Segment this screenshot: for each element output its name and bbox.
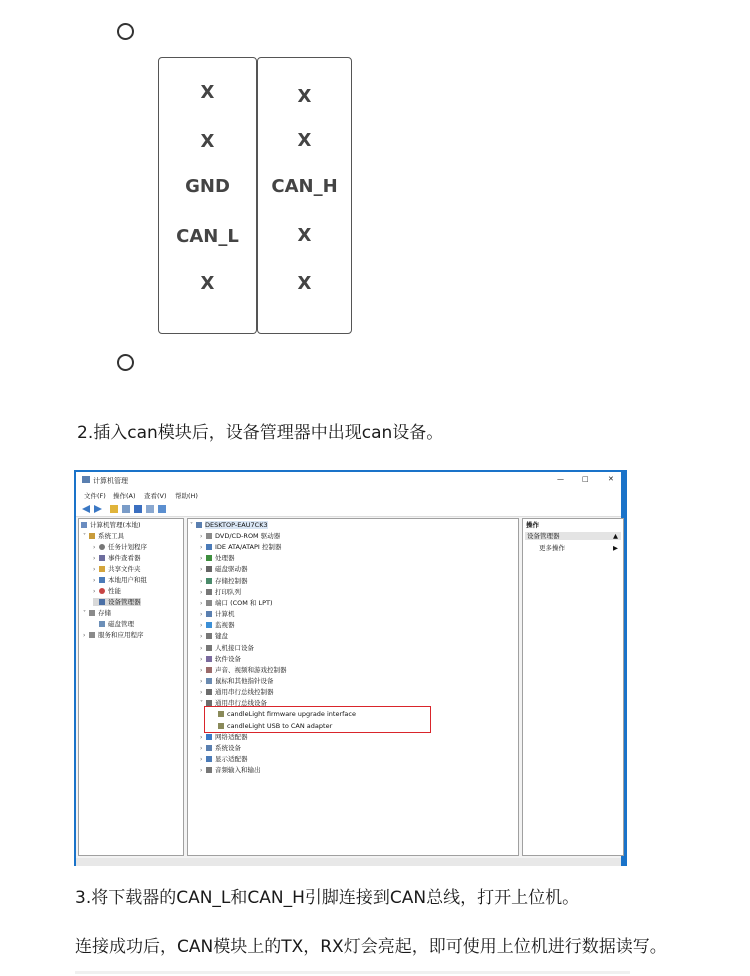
divider	[75, 971, 630, 974]
window-title: 计算机管理	[93, 477, 128, 485]
properties-icon[interactable]	[146, 505, 154, 513]
step-3-text: 3.将下载器的CAN_L和CAN_H引脚连接到CAN总线，打开上位机。	[75, 888, 580, 908]
device-icon	[206, 756, 212, 762]
minimize-button[interactable]: —	[557, 475, 564, 483]
toolbar	[76, 502, 621, 517]
chevron-right-icon: ›	[200, 588, 203, 596]
computer-icon	[81, 522, 87, 528]
chevron-right-icon: ›	[93, 566, 96, 573]
computer-icon	[196, 522, 202, 528]
more-actions[interactable]: 更多操作 ▶	[539, 544, 618, 552]
device-category[interactable]: › 声音、视频和游戏控制器	[200, 665, 287, 674]
pin-label: X	[297, 273, 312, 294]
usb-device-item[interactable]: candleLight USB to CAN adapter	[212, 722, 332, 730]
shared-folder-icon	[99, 566, 105, 572]
chevron-right-icon: ›	[200, 756, 203, 763]
pin-label: X	[297, 130, 312, 151]
tree-item-selected[interactable]: 设备管理器	[93, 598, 141, 606]
menu-file[interactable]: 文件(F)	[84, 492, 106, 500]
pin-column-right	[257, 57, 352, 334]
chevron-right-icon: ›	[200, 678, 203, 685]
chevron-right-icon: ›	[200, 622, 203, 630]
chevron-right-icon: ›	[200, 655, 203, 663]
chevron-down-icon: ˅	[200, 700, 203, 708]
device-icon	[206, 611, 212, 617]
tree-item[interactable]: › 共享文件夹	[93, 565, 141, 573]
device-category[interactable]: › 监视器	[200, 621, 235, 630]
device-category[interactable]: › DVD/CD-ROM 驱动器	[200, 532, 281, 540]
close-button[interactable]: ✕	[608, 475, 614, 483]
users-icon	[99, 577, 105, 583]
chevron-right-icon: ›	[200, 744, 203, 752]
device-icon	[206, 533, 212, 539]
pin-label: X	[297, 86, 312, 107]
device-category[interactable]: › 系统设备	[200, 743, 241, 752]
device-category[interactable]: › 打印队列	[200, 587, 241, 596]
computer-icon	[82, 476, 90, 483]
actions-pane	[522, 518, 624, 856]
chevron-right-icon: ›	[83, 632, 86, 639]
event-viewer-icon	[99, 555, 105, 561]
maximize-button[interactable]: □	[582, 475, 589, 483]
pin-label: X	[200, 131, 215, 152]
chevron-right-icon: ›	[200, 533, 203, 540]
device-icon	[206, 667, 212, 673]
device-category[interactable]: › 鼠标和其他指针设备	[200, 677, 274, 685]
disk-icon	[99, 621, 105, 627]
chevron-right-icon: ›	[93, 555, 96, 562]
tree-item[interactable]: › 事件查看器	[93, 554, 141, 562]
actions-section[interactable]: 设备管理器 ▲	[525, 532, 621, 540]
menu-help[interactable]: 帮助(H)	[175, 492, 198, 500]
usb-device-item[interactable]: candleLight firmware upgrade interface	[212, 710, 356, 718]
device-icon	[206, 645, 212, 651]
performance-icon	[99, 588, 105, 594]
storage-icon	[89, 610, 95, 616]
device-category[interactable]: › IDE ATA/ATAPI 控制器	[200, 543, 282, 552]
tree-root[interactable]: ˅ DESKTOP-EAU7CK3	[190, 521, 268, 529]
device-category[interactable]: › 通用串行总线控制器	[200, 688, 274, 697]
chevron-right-icon: ›	[200, 733, 203, 741]
chevron-right-icon: ›	[200, 689, 203, 697]
tree-item[interactable]: › 任务计划程序	[93, 543, 147, 551]
device-icon	[206, 689, 212, 695]
chevron-right-icon: ›	[200, 611, 203, 619]
device-category[interactable]: › 端口 (COM 和 LPT)	[200, 598, 273, 607]
device-category[interactable]: › 存储控制器	[200, 576, 248, 585]
menu-action[interactable]: 操作(A)	[113, 492, 136, 500]
step-2-text: 2.插入can模块后，设备管理器中出现can设备。	[77, 423, 444, 443]
pin-label: CAN_L	[176, 226, 239, 247]
device-category[interactable]: › 处理器	[200, 554, 235, 563]
chevron-down-icon: ˅	[190, 522, 193, 529]
device-category[interactable]: › 键盘	[200, 632, 228, 641]
chevron-right-icon: ›	[200, 566, 203, 574]
pin-label: X	[200, 82, 215, 103]
tools-icon	[89, 533, 95, 539]
device-manager-screenshot	[74, 470, 627, 866]
device-icon	[206, 578, 212, 584]
chevron-right-icon: ›	[93, 577, 96, 584]
device-icon	[206, 566, 212, 572]
chevron-down-icon: ˅	[83, 610, 86, 617]
folder-icon[interactable]	[110, 505, 118, 513]
tree-item[interactable]: 计算机管理(本地)	[81, 521, 141, 529]
device-category[interactable]: › 音频输入和输出	[200, 766, 261, 775]
chevron-right-icon: ›	[93, 588, 96, 595]
mount-hole-bottom	[117, 354, 134, 371]
actions-header: 操作	[526, 521, 539, 529]
menu-view[interactable]: 查看(V)	[144, 492, 167, 500]
left-nav-pane	[78, 518, 184, 856]
chevron-right-icon: ›	[200, 544, 203, 552]
device-category[interactable]: › 显示适配器	[200, 755, 248, 763]
menu-bar	[76, 488, 621, 502]
device-icon	[206, 745, 212, 751]
device-tree-pane	[187, 518, 519, 856]
tree-item[interactable]: ˅ 系统工具	[83, 532, 124, 540]
pin-label: GND	[185, 176, 230, 197]
chevron-right-icon: ›	[200, 555, 203, 563]
chevron-right-icon: ▶	[613, 544, 618, 552]
device-category[interactable]: › 人机接口设备	[200, 643, 254, 652]
mount-hole-top	[117, 23, 134, 40]
status-bar	[76, 858, 621, 866]
window-titlebar	[76, 472, 621, 488]
pin-label: CAN_H	[271, 176, 338, 197]
tree-item[interactable]: › 本地用户和组	[93, 576, 147, 584]
device-icon	[206, 544, 212, 550]
chevron-right-icon: ›	[93, 544, 96, 551]
collapse-icon: ▲	[613, 532, 618, 540]
chevron-right-icon: ›	[200, 577, 203, 585]
clock-icon	[99, 544, 105, 550]
device-icon	[206, 678, 212, 684]
device-icon	[206, 734, 212, 740]
services-icon	[89, 632, 95, 638]
pin-label: X	[200, 273, 215, 294]
device-icon	[206, 555, 212, 561]
tree-item[interactable]: › 性能	[93, 587, 121, 595]
pin-label: X	[297, 225, 312, 246]
chevron-down-icon: ˅	[83, 533, 86, 540]
list-icon[interactable]	[122, 505, 130, 513]
chevron-right-icon: ›	[200, 599, 203, 607]
device-category[interactable]: ˅ 通用串行总线设备	[200, 699, 267, 708]
tree-item[interactable]: 磁盘管理	[93, 620, 134, 628]
step-4-text: 连接成功后，CAN模块上的TX，RX灯会亮起，即可使用上位机进行数据读写。	[75, 937, 667, 957]
device-icon	[206, 633, 212, 639]
device-category[interactable]: › 软件设备	[200, 654, 241, 663]
chevron-right-icon: ›	[200, 666, 203, 674]
monitor-icon[interactable]	[158, 505, 166, 513]
device-icon	[206, 767, 212, 773]
device-icon	[206, 600, 212, 606]
device-manager-icon	[99, 599, 105, 605]
highlight-box	[204, 706, 431, 733]
device-icon	[206, 589, 212, 595]
forward-icon[interactable]	[94, 505, 102, 513]
pin-column-left	[158, 57, 257, 334]
chevron-right-icon: ›	[200, 644, 203, 652]
chevron-right-icon: ›	[200, 767, 203, 775]
device-category[interactable]: › 网络适配器	[200, 732, 248, 741]
chevron-right-icon: ›	[200, 633, 203, 641]
device-category[interactable]: › 磁盘驱动器	[200, 565, 248, 574]
tree-item[interactable]: › 服务和应用程序	[83, 631, 144, 639]
help-icon[interactable]	[134, 505, 142, 513]
device-icon	[206, 622, 212, 628]
device-category[interactable]: › 计算机	[200, 610, 235, 619]
tree-item[interactable]: ˅ 存储	[83, 609, 111, 617]
back-icon[interactable]	[82, 505, 90, 513]
device-icon	[206, 656, 212, 662]
